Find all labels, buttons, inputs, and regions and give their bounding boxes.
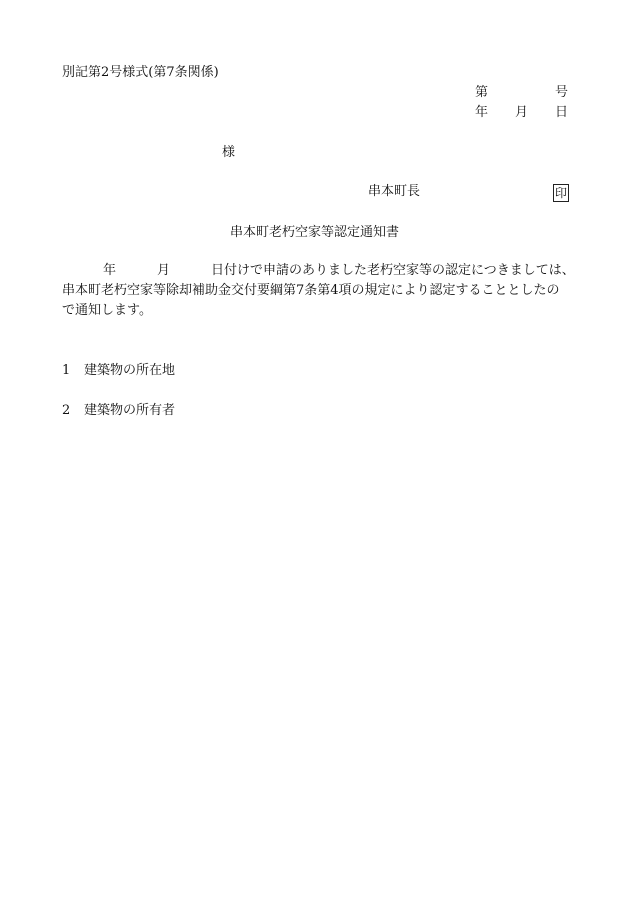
date-month: 月 — [515, 105, 529, 120]
body-year: 年 — [103, 263, 117, 278]
item-1-label: 建築物の所在地 — [84, 363, 176, 378]
document-title: 串本町老朽空家等認定通知書 — [230, 225, 400, 240]
item-2-number: 2 — [62, 403, 71, 418]
date-day: 日 — [555, 105, 569, 120]
seal-mark — [553, 184, 569, 202]
body-line2: 串本町老朽空家等除却補助金交付要綱第7条第4項の規定により認定することとしたの — [62, 283, 560, 298]
addressee-sama: 様 — [222, 145, 236, 160]
number-dai: 第 — [475, 85, 489, 100]
body-month: 月 — [157, 263, 171, 278]
item-1-number: 1 — [62, 363, 71, 378]
form-label: 別記第2号様式(第7条関係) — [62, 65, 219, 80]
issuer-name: 串本町長 — [368, 184, 421, 199]
body-line3: で通知します。 — [62, 303, 152, 318]
date-year: 年 — [475, 105, 489, 120]
seal-label: 印 — [555, 186, 568, 200]
item-2-label: 建築物の所有者 — [84, 403, 176, 418]
number-go: 号 — [555, 85, 569, 100]
body-line1-rest: 日付けで申請のありました老朽空家等の認定につきましては、 — [211, 263, 575, 278]
